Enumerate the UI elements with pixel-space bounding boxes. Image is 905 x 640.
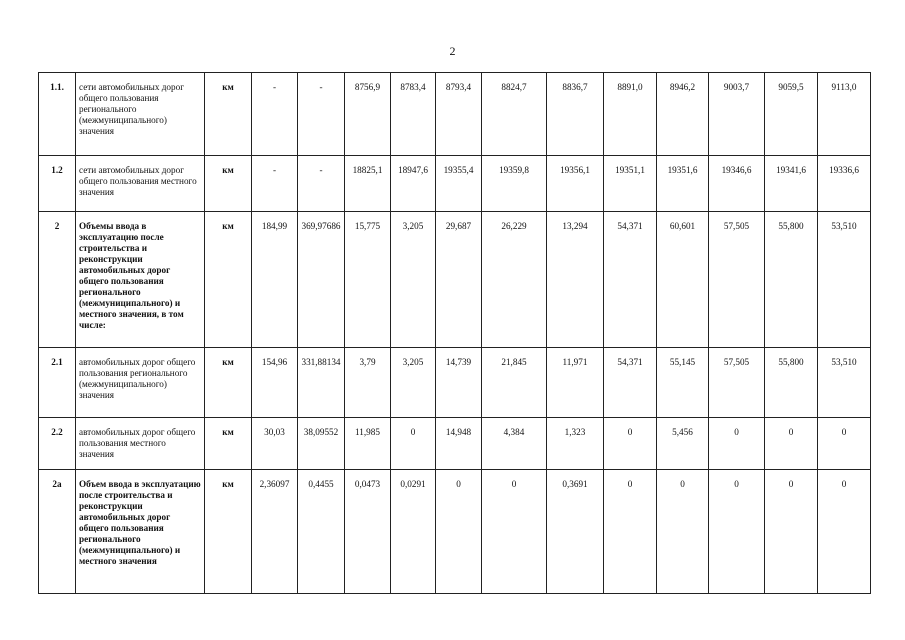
unit-cell: км — [205, 73, 252, 156]
value-cell: 8946,2 — [657, 73, 709, 156]
value-cell: 53,510 — [818, 212, 871, 348]
table-row — [39, 156, 871, 212]
row-number: 2.1 — [39, 348, 76, 418]
value-cell: 1,323 — [547, 418, 604, 470]
row-number: 2 — [39, 212, 76, 348]
value-cell: 0 — [391, 418, 436, 470]
value-cell: 5,456 — [657, 418, 709, 470]
value-cell: - — [252, 156, 298, 212]
unit-cell: км — [205, 418, 252, 470]
indicator-name: сети автомобильных дорог общего пользования местного значения — [76, 156, 205, 212]
value-cell: 19351,1 — [604, 156, 657, 212]
value-cell: 54,371 — [604, 212, 657, 348]
value-cell: 369,97686 — [298, 212, 345, 348]
value-cell: 0 — [818, 470, 871, 594]
data-table — [38, 72, 871, 594]
row-number: 2а — [39, 470, 76, 594]
value-cell: 55,800 — [765, 348, 818, 418]
value-cell: 0,0291 — [391, 470, 436, 594]
value-cell: 0 — [482, 470, 547, 594]
unit-cell: км — [205, 348, 252, 418]
value-cell: 184,99 — [252, 212, 298, 348]
value-cell: 14,948 — [436, 418, 482, 470]
value-cell: 0 — [604, 418, 657, 470]
value-cell: 8891,0 — [604, 73, 657, 156]
row-number: 1.1. — [39, 73, 76, 156]
value-cell: 29,687 — [436, 212, 482, 348]
value-cell: 9059,5 — [765, 73, 818, 156]
value-cell: 0 — [765, 418, 818, 470]
value-cell: - — [298, 73, 345, 156]
value-cell: 15,775 — [345, 212, 391, 348]
value-cell: 19359,8 — [482, 156, 547, 212]
value-cell: 55,800 — [765, 212, 818, 348]
value-cell: 0,4455 — [298, 470, 345, 594]
value-cell: 53,510 — [818, 348, 871, 418]
value-cell: 8793,4 — [436, 73, 482, 156]
value-cell: 8836,7 — [547, 73, 604, 156]
unit-cell: км — [205, 156, 252, 212]
unit-cell: км — [205, 212, 252, 348]
table-row — [39, 418, 871, 470]
value-cell: 0 — [818, 418, 871, 470]
value-cell: 0 — [604, 470, 657, 594]
value-cell: 60,601 — [657, 212, 709, 348]
value-cell: 11,985 — [345, 418, 391, 470]
table-row — [39, 212, 871, 348]
value-cell: - — [298, 156, 345, 212]
value-cell: 0 — [765, 470, 818, 594]
table-row — [39, 348, 871, 418]
value-cell: 0,0473 — [345, 470, 391, 594]
table-row — [39, 470, 871, 594]
value-cell: 55,145 — [657, 348, 709, 418]
value-cell: 8756,9 — [345, 73, 391, 156]
value-cell: 4,384 — [482, 418, 547, 470]
value-cell: 30,03 — [252, 418, 298, 470]
page-number: 2 — [449, 44, 456, 58]
value-cell: 3,205 — [391, 348, 436, 418]
value-cell: 38,09552 — [298, 418, 345, 470]
table-row — [39, 73, 871, 156]
row-number: 1.2 — [39, 156, 76, 212]
value-cell: 19336,6 — [818, 156, 871, 212]
value-cell: 11,971 — [547, 348, 604, 418]
value-cell: 3,205 — [391, 212, 436, 348]
value-cell: 19356,1 — [547, 156, 604, 212]
value-cell: 2,36097 — [252, 470, 298, 594]
row-number: 2.2 — [39, 418, 76, 470]
value-cell: 0 — [657, 470, 709, 594]
value-cell: 8824,7 — [482, 73, 547, 156]
value-cell: 9003,7 — [709, 73, 765, 156]
value-cell: 8783,4 — [391, 73, 436, 156]
value-cell: 14,739 — [436, 348, 482, 418]
value-cell: 21,845 — [482, 348, 547, 418]
value-cell: 3,79 — [345, 348, 391, 418]
value-cell: - — [252, 73, 298, 156]
value-cell: 19346,6 — [709, 156, 765, 212]
value-cell: 19351,6 — [657, 156, 709, 212]
value-cell: 18947,6 — [391, 156, 436, 212]
value-cell: 331,88134 — [298, 348, 345, 418]
indicator-name: Объемы ввода в эксплуатацию после строительства и реконструкции автомобильных дорог общего пользования регионального (межмуниципального) и местного значения, в том числе: — [76, 212, 205, 348]
value-cell: 0 — [436, 470, 482, 594]
indicator-name: сети автомобильных дорог общего пользования регионального (межмуниципального) значения — [76, 73, 205, 156]
value-cell: 54,371 — [604, 348, 657, 418]
value-cell: 154,96 — [252, 348, 298, 418]
value-cell: 9113,0 — [818, 73, 871, 156]
value-cell: 19341,6 — [765, 156, 818, 212]
unit-cell: км — [205, 470, 252, 594]
value-cell: 57,505 — [709, 348, 765, 418]
value-cell: 19355,4 — [436, 156, 482, 212]
indicator-name: Объем ввода в эксплуатацию после строительства и реконструкции автомобильных дорог общего пользования регионального (межмуниципального) и местного значения — [76, 470, 205, 594]
indicator-name: автомобильных дорог общего пользования местного значения — [76, 418, 205, 470]
value-cell: 18825,1 — [345, 156, 391, 212]
value-cell: 0 — [709, 418, 765, 470]
value-cell: 0 — [709, 470, 765, 594]
value-cell: 0,3691 — [547, 470, 604, 594]
value-cell: 13,294 — [547, 212, 604, 348]
value-cell: 26,229 — [482, 212, 547, 348]
indicator-name: автомобильных дорог общего пользования регионального (межмуниципального) значения — [76, 348, 205, 418]
value-cell: 57,505 — [709, 212, 765, 348]
